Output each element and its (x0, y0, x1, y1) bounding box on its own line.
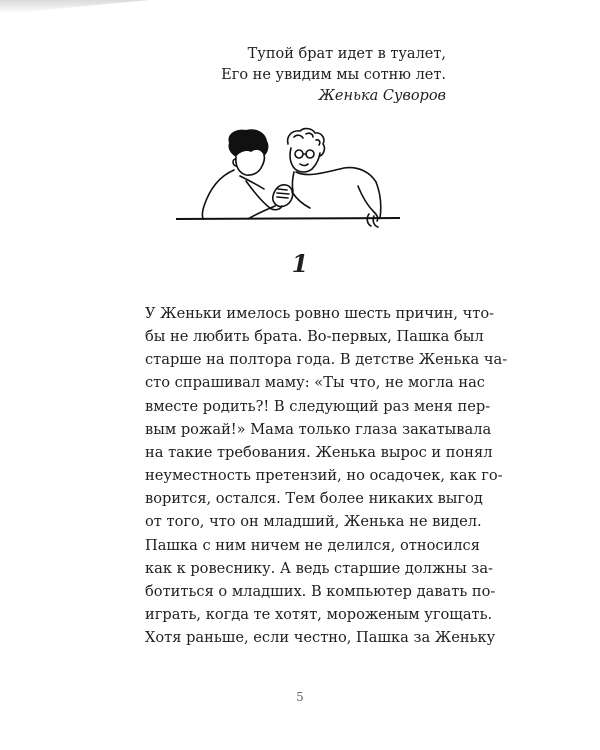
body-line: играть, когда те хотят, мороженым угощать. (145, 606, 493, 624)
arm-wrestling-illustration (176, 126, 400, 232)
epigraph-line: Его не увидим мы сотню лет. (221, 67, 446, 83)
left-boy-face (236, 155, 265, 175)
body-line: ботиться о младших. В компьютер давать по- (145, 582, 496, 600)
clasped-hands (273, 185, 293, 207)
chapter-number: 1 (291, 249, 309, 278)
body-line: сто спрашивал маму: «Ты что, не могла нас (145, 374, 485, 392)
left-boy-shoulder (240, 176, 264, 189)
table-edge-line (176, 218, 400, 219)
body-line: неуместность претензий, но осадочек, как го- (145, 467, 503, 485)
right-boy-mouth (300, 164, 308, 166)
hand-fingers (277, 189, 289, 198)
body-line: на такие требования. Женька вырос и понял (145, 443, 493, 461)
left-boy-forearm (248, 206, 275, 219)
body-line: бы не любить брата. Во-первых, Пашка был (145, 328, 484, 346)
body-line: Пашка с ним ничем не делился, относился (145, 536, 480, 554)
body-line: от того, что он младший, Женька не видел. (145, 513, 482, 531)
body-line: ворится, остался. Тем более никаких выгод (145, 490, 483, 508)
left-boy-hair (228, 129, 268, 157)
right-boy-face (290, 148, 320, 172)
epigraph-author: Женька Суворов (318, 88, 446, 104)
epigraph (221, 44, 446, 107)
right-boy-glasses-left (295, 150, 303, 158)
right-boy-glasses-right (306, 150, 314, 158)
body-line: вместе родить?! В следующий раз меня пер- (145, 397, 491, 415)
page-corner-shadow (0, 0, 150, 14)
body-line: Хотя раньше, если честно, Пашка за Женьку (145, 629, 496, 647)
right-boy-back (376, 182, 381, 218)
body-line: У Женьки имелось ровно шесть причин, что- (145, 305, 495, 322)
right-boy-shoulders (296, 168, 376, 182)
epigraph-line: Тупой брат идет в туалет, (247, 46, 446, 62)
right-boy-forearm (292, 192, 310, 208)
body-text (145, 302, 508, 649)
left-boy-back (202, 170, 234, 219)
right-boy-chest (292, 172, 294, 192)
body-line: вым рожай!» Мама только глаза закатывала (145, 420, 492, 438)
body-line: старше на полтора года. В детстве Женька ча- (145, 351, 508, 369)
body-line: как к ровеснику. А ведь старшие должны за- (145, 559, 493, 577)
page-number: 5 (296, 690, 304, 704)
